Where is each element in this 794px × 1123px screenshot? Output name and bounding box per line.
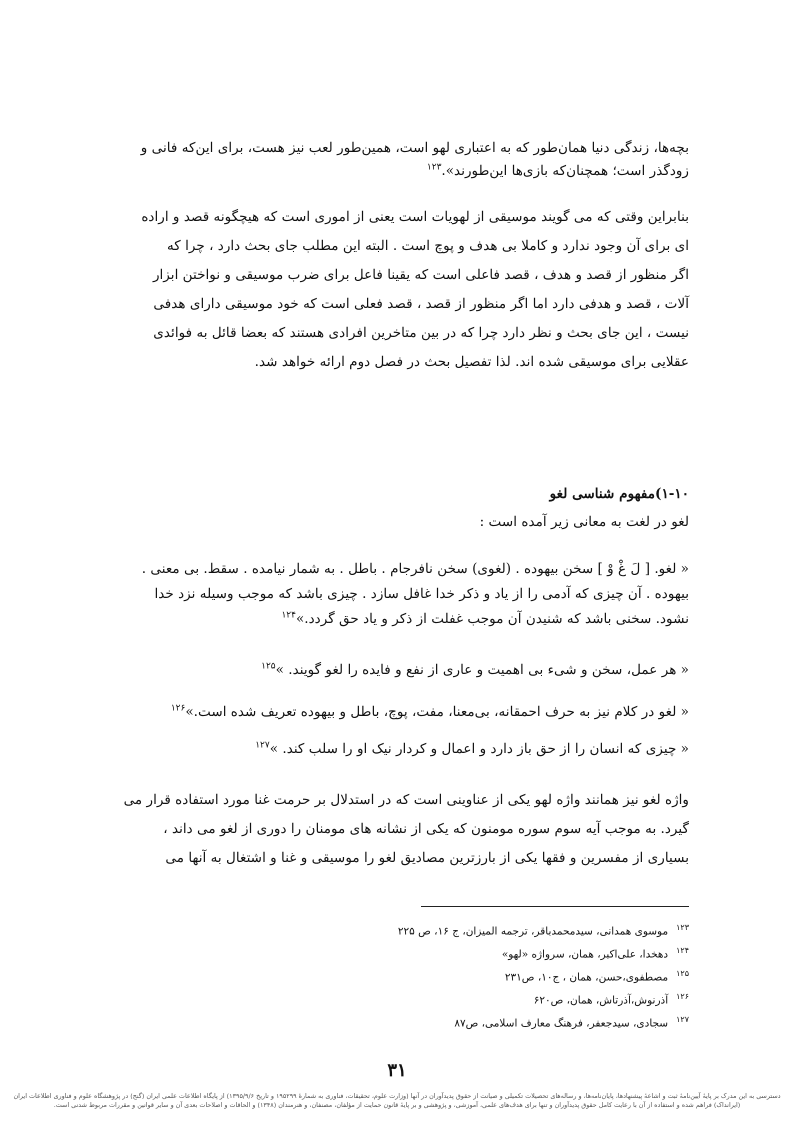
text-line: بچه‌ها، زندگی دنیا همان‌طور که به اعتباری لهو است، همین‌طور لعب نیز هست، برای این‌که فانی و (140, 140, 689, 156)
quote-dehkhoda (104, 557, 689, 632)
text-line: نشود. سخنی باشد که شنیدن آن موجب غفلت از ذکر و یاد حق گردد.»$^{۱۲۴}$ (281, 610, 689, 627)
footnote-ref: ۱۲۶ (170, 703, 186, 714)
quote-3: « لغو در کلام نیز به حرف احمقانه، بی‌معنا، مفت، پوچ، باطل و بیهوده تعریف شده است.»$^{۱۲۶}$ (170, 703, 689, 720)
text-line: بیهوده . آن چیزی که آدمی را از یاد و ذکر خدا غافل سازد . چیزی باشد که موجب وسیله نزد خدا (154, 586, 689, 602)
text-line: گیرد. به موجب آیه سوم سوره مومنون که یکی از نشانه های مومنان را دوری از لغو می داند ، (163, 821, 689, 837)
text-line: ای برای آن وجود ندارد و کاملا بی هدف و پوچ است . البته این مطلب جای بحث دارد ، چرا که (166, 238, 689, 254)
footer-notice: دسترسی به این مدرک بر پایهٔ آیین‌نامهٔ ثبت و اشاعهٔ پیشنهادها، پایان‌نامه‌ها، و رساله‌های تحصیلات تکمیلی و صیانت از حقوق پدیدآوران در آنها (وزارت علوم، تحقیقات، فناوری به شمارهٔ ۱۹۵۲۹۹ و تاریخ ۱۳۹۵/۹/۶) از پایگاه اطلاعات علمی ایران (گنج) در پژوهشگاه علوم و فناوری اطلاعات ایران (ایرانداک) فراهم شده و استفاده از آن با رعایت کامل حقوق پدیدآوران و تنها برای هدف‌های علمی، آموزشی، و پژوهشی و بر پایهٔ قانون حمایت از مؤلفان، مصنفان، و هنرمندان (۱۳۴۸) و الحاقات و اصلاحات بعدی آن و سایر قوانین و مقررات مربوط شدنی است. (13, 1092, 781, 1109)
text-line: بنابراین وقتی که می گویند موسیقی از لهویات است یعنی از اموری است که هیچگونه قصد و اراده (141, 209, 689, 225)
footnote-ref: ۱۲۴ (281, 610, 296, 621)
paragraph-final (104, 786, 689, 873)
text-line: « لغو. [ لَ غْ وْ ] سخن بیهوده . (لغوی) سخن نافرجام . باطل . به شمار نیامده . سقط. بی معنی . (141, 561, 689, 577)
section-heading: ۱-۱۰)مفهوم شناسی لغو (549, 486, 689, 502)
paragraph-1 (104, 137, 689, 183)
paragraph-2 (104, 203, 689, 377)
footnote: $^{۱۲۷}$سجادی، سیدجعفر، فرهنگ معارف اسلامی، ص۸۷ (454, 1015, 689, 1030)
footnote-divider (421, 906, 689, 907)
footnote-ref: ۱۲۳ (426, 162, 442, 173)
footnote: $^{۱۲۶}$آذرنوش،آذرتاش، همان، ص۶۲۰ (533, 992, 689, 1007)
intro-line: لغو در لغت به معانی زیر آمده است : (479, 514, 689, 530)
footnote: $^{۱۲۳}$موسوی همدانی، سیدمحمدباقر، ترجمه المیزان، ج ۱۶، ص ۲۲۵ (397, 923, 689, 938)
text-line: واژه لغو نیز همانند واژه لهو یکی از عناوینی است که در استدلال بر حرمت غنا مورد استفاده قرار می (123, 792, 689, 808)
footnote: $^{۱۲۵}$مصطفوی،حسن، همان ، ج۱۰، ص۲۳۱ (504, 969, 689, 984)
quote-2: « هر عمل، سخن و شیء بی اهمیت و عاری از نفع و فایده را لغو گویند. »$^{۱۲۵}$ (261, 661, 689, 678)
text-line: زودگذر است؛ همچنان‌که بازی‌ها این‌طورند».$^{۱۲۳}$ (426, 162, 689, 179)
page-number: ۳۱ (387, 1060, 407, 1081)
footnote-ref: ۱۲۷ (255, 740, 270, 751)
footnotes (329, 916, 689, 1031)
text-line: بسیاری از مفسرین و فقها یکی از بارزترین مصادیق لغو را موسیقی و غنا و اشتغال به آنها می (165, 850, 689, 866)
footnote-ref: ۱۲۵ (261, 661, 276, 672)
text-line: عقلایی برای موسیقی شده اند. لذا تفصیل بحث در فصل دوم ارائه خواهد شد. (254, 354, 689, 370)
quote-4: « چیزی که انسان را از حق باز دارد و اعمال و کردار نیک او را سلب کند. »$^{۱۲۷}$ (255, 740, 689, 757)
text-line: نیست ، این جای بحث و نظر دارد چرا که در بین متاخرین افرادی هستند که بعضا قائل به فوائدی (153, 325, 689, 341)
text-line: اگر منظور از قصد و هدف ، قصد فاعلی است که یقینا فاعل برای ضرب موسیقی و نواختن ابزار (152, 267, 689, 283)
footnote: $^{۱۲۴}$دهخدا، علی‌اکبر، همان، سرواژه «لهو» (501, 946, 689, 961)
text-line: آلات ، قصد و هدفی دارد اما اگر منظور از قصد ، قصد فعلی است که خود موسیقی دارای هدفی (153, 296, 689, 312)
